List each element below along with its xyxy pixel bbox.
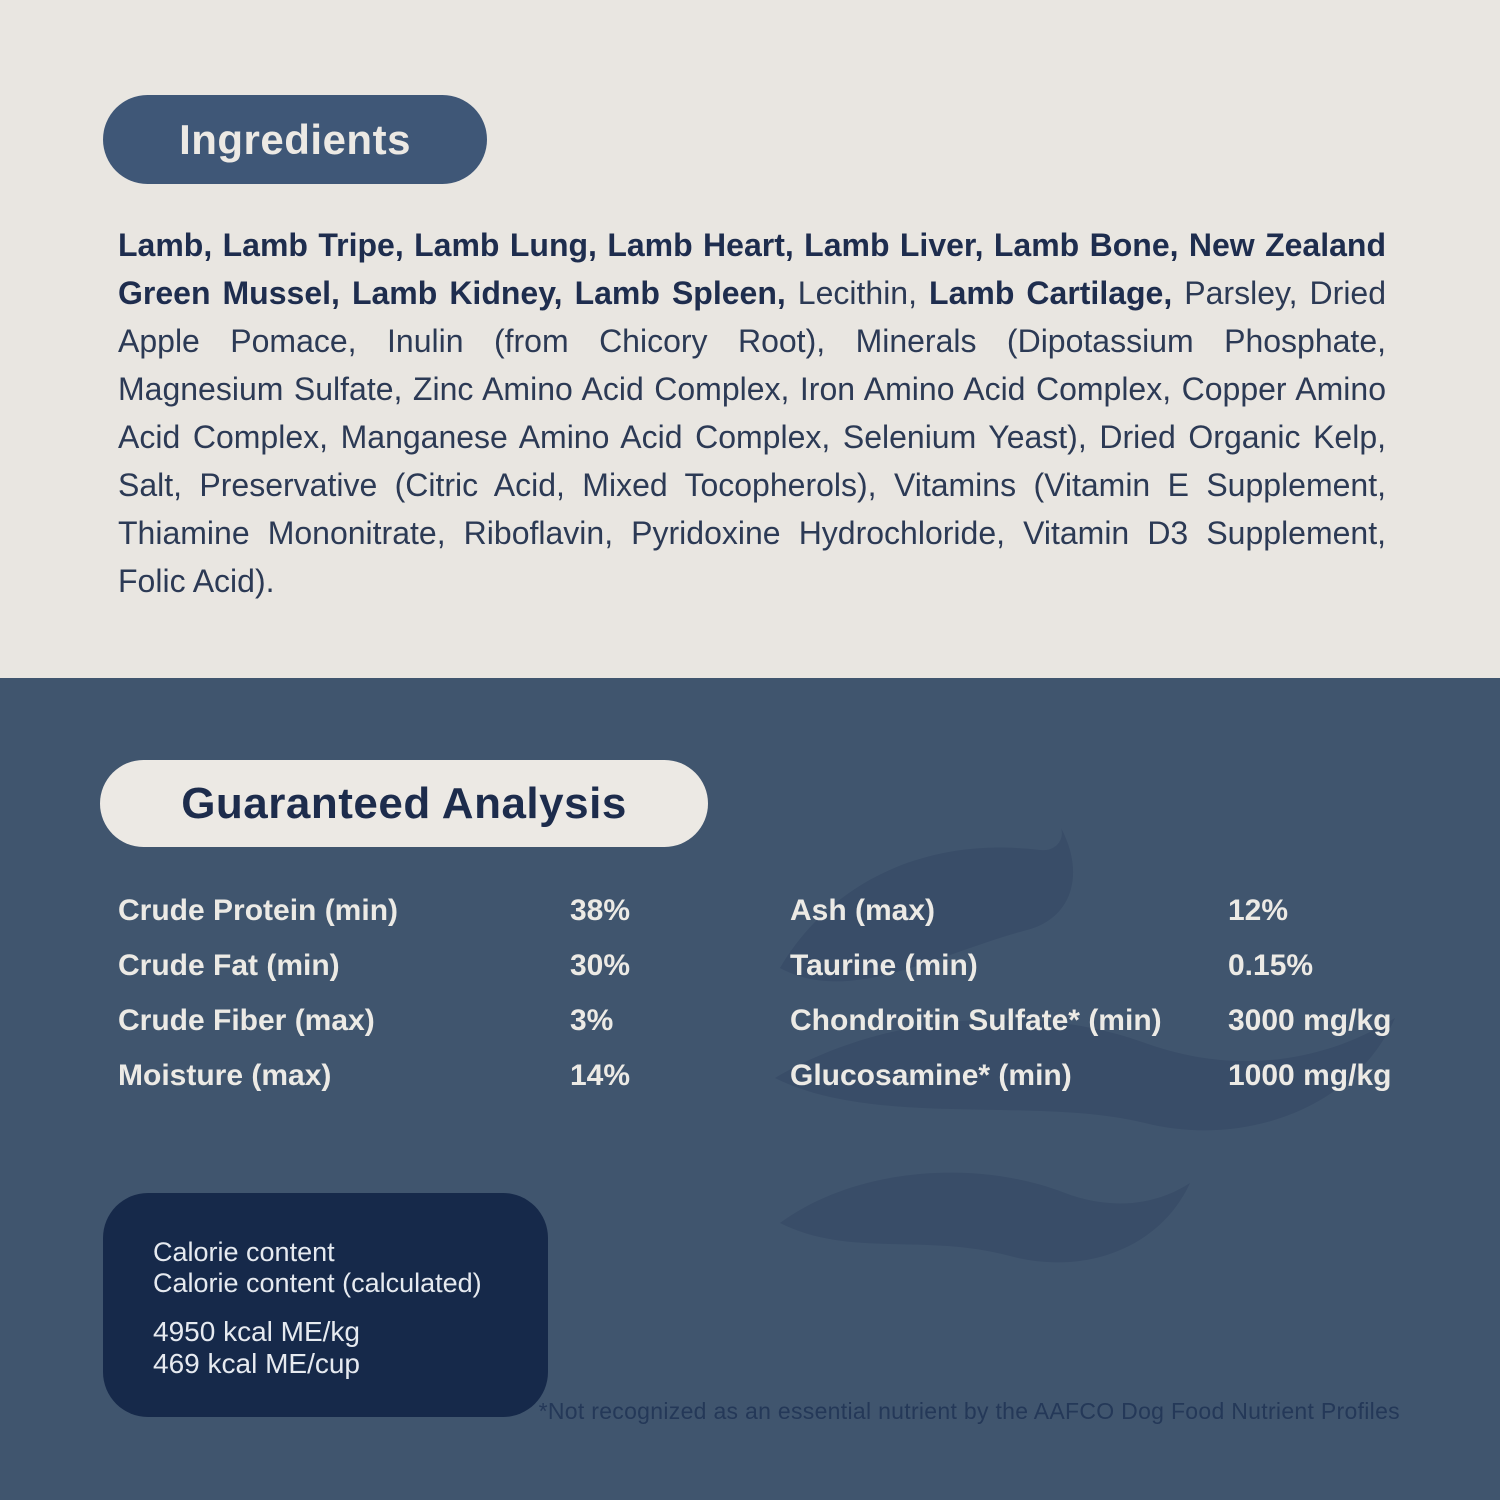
guaranteed-analysis-table (118, 894, 1391, 1093)
analysis-label: Crude Protein (min) (118, 894, 399, 927)
calorie-kcal-per-cup: 469 kcal ME/cup (153, 1348, 360, 1379)
aafco-footnote: *Not recognized as an essential nutrient by the AAFCO Dog Food Nutrient Profiles (538, 1398, 1400, 1424)
ingredients-bold-segment: Lamb Cartilage, (929, 275, 1173, 311)
calorie-content-calculated-label: Calorie content (calculated) (153, 1268, 482, 1298)
calorie-kcal-per-kg: 4950 kcal ME/kg (153, 1316, 360, 1347)
analysis-value: 14% (570, 1059, 631, 1092)
ingredients-bold-segment: Lamb, Lamb Tripe, Lamb Lung, Lamb Heart, Lamb Liver, Lamb Bone, New Zealand Green Mussel, Lamb Kidney, Lamb Spleen, (118, 227, 1386, 311)
calorie-content-label: Calorie content (153, 1237, 335, 1267)
analysis-value: 3% (570, 1004, 614, 1037)
analysis-label: Crude Fat (min) (118, 949, 340, 982)
ingredients-regular-segment: Parsley, Dried Apple Pomace, Inulin (from Chicory Root), Minerals (Dipotassium Phosphate, Magnesium Sulfate, Zinc Amino Acid Complex, Iron Amino Acid Complex, Copper Amino Acid Complex, Manganese Amino Acid Complex, Selenium Yeast), Dried Organic Kelp, Salt, Preservative (Citric Acid, Mixed Tocopherols), Vitamins (Vitamin E Supplement, Thiamine Mononitrate, Riboflavin, Pyridoxine Hydrochloride, Vitamin D3 Supplement, Folic Acid). (118, 275, 1387, 599)
calorie-content-box (103, 1193, 548, 1417)
analysis-label: Glucosamine* (min) (790, 1059, 1072, 1092)
analysis-label: Ash (max) (790, 894, 936, 927)
analysis-value: 1000 mg/kg (1228, 1059, 1392, 1092)
analysis-label: Moisture (max) (118, 1059, 332, 1092)
analysis-label: Chondroitin Sulfate* (min) (790, 1004, 1162, 1037)
analysis-value: 38% (570, 894, 631, 927)
ingredients-title: Ingredients (179, 115, 411, 163)
ingredients-list-text (118, 221, 1386, 605)
analysis-value: 30% (570, 949, 631, 982)
ingredients-regular-segment: Lecithin, (785, 275, 930, 311)
guaranteed-analysis-title: Guaranteed Analysis (181, 778, 627, 828)
guaranteed-analysis-title-pill (100, 760, 708, 847)
analysis-label: Taurine (min) (790, 949, 978, 982)
analysis-label: Crude Fiber (max) (118, 1004, 375, 1037)
analysis-value: 0.15% (1228, 949, 1314, 982)
analysis-value: 3000 mg/kg (1228, 1004, 1392, 1037)
ingredients-title-pill (103, 95, 487, 184)
analysis-value: 12% (1228, 894, 1289, 927)
